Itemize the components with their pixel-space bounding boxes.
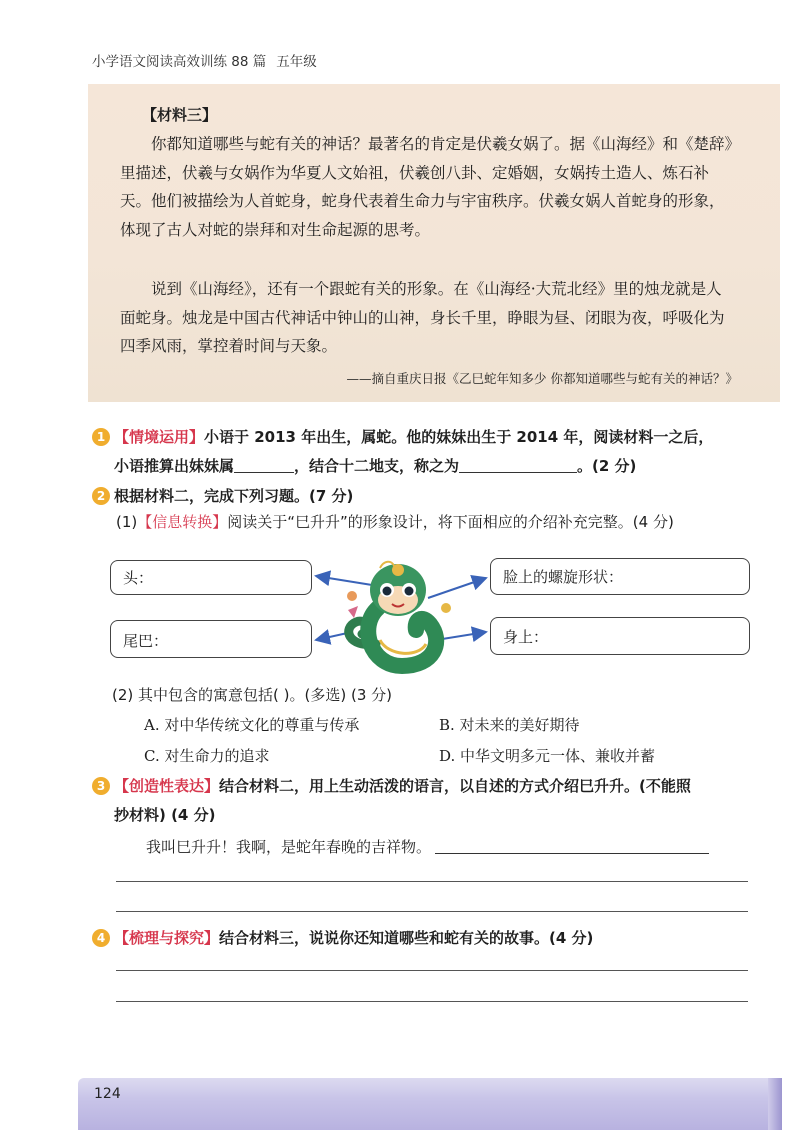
snake-mascot-illustration <box>318 548 478 676</box>
question-3-answer-line <box>146 836 709 857</box>
question-1-line-1 <box>92 423 772 452</box>
body-answer-box[interactable]: 身上： <box>490 617 750 655</box>
material-three-panel <box>88 84 780 402</box>
answer-line[interactable] <box>116 1001 748 1002</box>
answer-line[interactable] <box>116 970 748 971</box>
question-3-text-2: 抄材料) (4 分) <box>114 806 216 824</box>
question-1-text-2a: 小语推算出妹妹属 <box>114 457 235 475</box>
question-tag: 【情境运用】 <box>114 428 205 446</box>
answer-blank[interactable] <box>435 837 709 854</box>
question-1 <box>92 423 772 481</box>
question-number-badge: 2 <box>92 487 110 505</box>
earthly-branch-answer-blank[interactable] <box>459 456 577 473</box>
question-3 <box>92 772 764 830</box>
tail-answer-box[interactable]: 尾巴： <box>110 620 312 658</box>
question-4-text: 结合材料三，说说你还知道哪些和蛇有关的故事。(4 分) <box>219 929 594 947</box>
question-number-badge: 1 <box>92 428 110 446</box>
material-title: 【材料三】 <box>142 106 218 124</box>
answer-line[interactable] <box>116 911 748 912</box>
question-number-badge: 3 <box>92 777 110 795</box>
question-4 <box>92 924 593 953</box>
option-d[interactable]: D. 中华文明多元一体、兼收并蓄 <box>439 747 656 765</box>
material-paragraph-1: 你都知道哪些与蛇有关的神话？最著名的肯定是伏羲女娲了。据《山海经》和《楚辞》里描述，伏羲与女娲作为华夏人文始祖，伏羲创八卦、定婚姻，女娲抟土造人、炼石补天。他们被描绘为人首蛇身，蛇身代表着生命力与宇宙秩序。伏羲女娲人首蛇身的形象，体现了古人对蛇的崇拜和对生命起源的思考。 <box>120 135 733 239</box>
question-2-sub-1 <box>116 510 674 534</box>
page-curl <box>768 1078 782 1130</box>
page-number: 124 <box>94 1086 121 1102</box>
grade-label: 五年级 <box>276 54 317 70</box>
question-tag: 【创造性表达】 <box>114 777 220 795</box>
head-answer-box[interactable]: 头： <box>110 560 312 595</box>
question-tag: 【信息转换】 <box>137 513 228 531</box>
question-1-line-2 <box>92 452 772 481</box>
question-3-text-1: 结合材料二，用上生动活泼的语言，以自述的方式介绍巳升升。(不能照 <box>219 777 691 795</box>
book-title: 小学语文阅读高效训练 88 篇 <box>92 54 267 70</box>
question-number-badge: 4 <box>92 929 110 947</box>
option-a[interactable]: A. 对中华传统文化的尊重与传承 <box>144 716 360 734</box>
zodiac-answer-blank[interactable] <box>234 456 294 473</box>
sub-question-number: (1) <box>116 513 138 531</box>
answer-starter-text: 我叫巳升升！我啊，是蛇年春晚的吉祥物。 <box>146 838 432 856</box>
option-b[interactable]: B. 对未来的美好期待 <box>439 716 580 734</box>
question-2-text: 根据材料二，完成下列习题。(7 分) <box>114 487 354 505</box>
question-2-sub-2: (2) 其中包含的寓意包括( )。(多选) (3 分) <box>112 686 392 704</box>
question-1-text-1: 小语于 2013 年出生，属蛇。他的妹妹出生于 2014 年，阅读材料一之后， <box>204 428 714 446</box>
face-spiral-answer-box[interactable]: 脸上的螺旋形状： <box>490 558 750 595</box>
page-footer <box>78 1078 782 1130</box>
answer-line[interactable] <box>116 881 748 882</box>
material-source: ——摘自重庆日报《乙巳蛇年知多少 你都知道哪些与蛇有关的神话？》 <box>346 371 738 386</box>
question-3-line-1 <box>92 772 764 801</box>
question-1-text-2c: 。(2 分) <box>577 457 637 475</box>
question-tag: 【梳理与探究】 <box>114 929 220 947</box>
sub-question-1-text: 阅读关于“巳升升”的形象设计，将下面相应的介绍补充完整。(4 分) <box>227 513 674 531</box>
page-header <box>92 50 317 70</box>
material-paragraph-2: 说到《山海经》，还有一个跟蛇有关的形象。在《山海经·大荒北经》里的烛龙就是人面蛇身。烛龙是中国古代神话中钟山的山神，身长千里，睁眼为昼、闭眼为夜，呼吸化为四季风雨，掌控着时间与天象。 <box>120 280 725 355</box>
option-c[interactable]: C. 对生命力的追求 <box>144 747 270 765</box>
question-1-text-2b: ，结合十二地支，称之为 <box>294 457 460 475</box>
question-2 <box>92 482 353 511</box>
